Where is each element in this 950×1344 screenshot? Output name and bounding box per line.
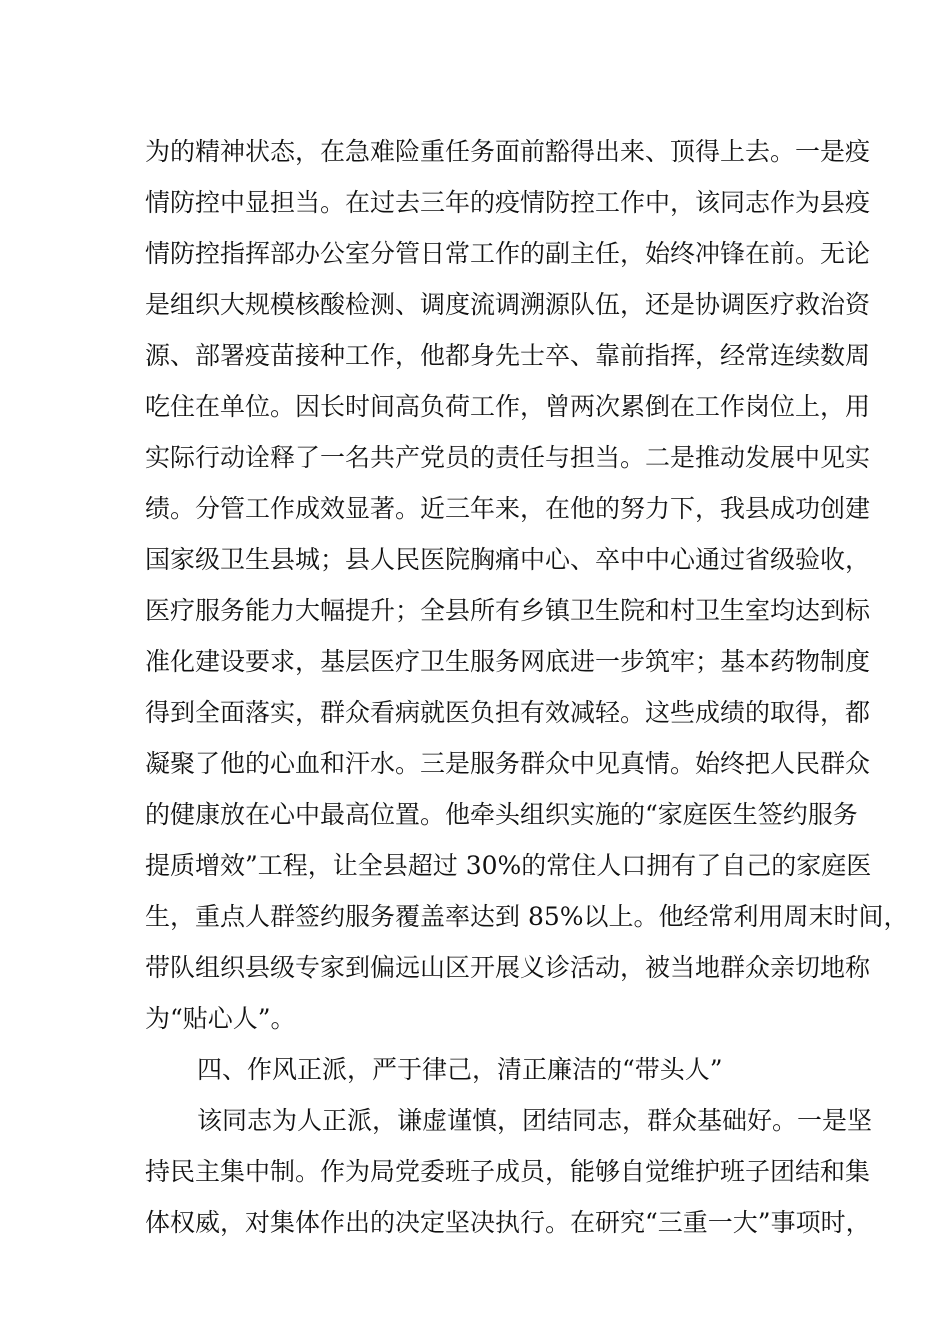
text-line: 体权威，对集体作出的决定坚决执行。在研究“三重一大”事项时， xyxy=(145,1208,871,1237)
text-line: 吃住在单位。因长时间高负荷工作，曾两次累倒在工作岗位上，用 xyxy=(145,392,871,421)
text-line: 提质增效”工程，让全县超过 30%的常住人口拥有了自己的家庭医 xyxy=(145,851,872,880)
text-line: 医疗服务能力大幅提升；全县所有乡镇卫生院和村卫生室均达到标 xyxy=(145,596,871,625)
text-line: 的健康放在心中最高位置。他牵头组织实施的“家庭医生签约服务 xyxy=(145,800,858,829)
paragraph-continuation xyxy=(145,126,909,1044)
document-body xyxy=(145,126,909,1248)
text-line: 实际行动诠释了一名共产党员的责任与担当。二是推动发展中见实 xyxy=(145,443,871,472)
text-line: 生，重点人群签约服务覆盖率达到 85%以上。他经常利用周末时间， xyxy=(145,902,909,931)
text-line: 持民主集中制。作为局党委班子成员，能够自觉维护班子团结和集 xyxy=(145,1157,871,1186)
text-line: 为的精神状态，在急难险重任务面前豁得出来、顶得上去。一是疫 xyxy=(145,137,871,166)
text-line: 源、部署疫苗接种工作，他都身先士卒、靠前指挥，经常连续数周 xyxy=(145,341,871,370)
paragraph-next xyxy=(145,1095,873,1248)
section-heading: 四、作风正派，严于律己，清正廉洁的“带头人” xyxy=(197,1055,723,1084)
text-line: 该同志为人正派，谦虚谨慎，团结同志，群众基础好。一是坚 xyxy=(197,1106,873,1135)
text-line: 情防控指挥部办公室分管日常工作的副主任，始终冲锋在前。无论 xyxy=(145,239,871,268)
text-line: 国家级卫生县城；县人民医院胸痛中心、卒中中心通过省级验收， xyxy=(145,545,871,574)
text-line: 准化建设要求，基层医疗卫生服务网底进一步筑牢；基本药物制度 xyxy=(145,647,871,676)
text-line: 带队组织县级专家到偏远山区开展义诊活动，被当地群众亲切地称 xyxy=(145,953,871,982)
text-line: 情防控中显担当。在过去三年的疫情防控工作中，该同志作为县疫 xyxy=(145,188,871,217)
text-line: 凝聚了他的心血和汗水。三是服务群众中见真情。始终把人民群众 xyxy=(145,749,871,778)
text-line: 为“贴心人”。 xyxy=(145,1004,296,1033)
text-line: 是组织大规模核酸检测、调度流调溯源队伍，还是协调医疗救治资 xyxy=(145,290,871,319)
text-line: 绩。分管工作成效显著。近三年来，在他的努力下，我县成功创建 xyxy=(145,494,871,523)
text-line: 得到全面落实，群众看病就医负担有效减轻。这些成绩的取得，都 xyxy=(145,698,871,727)
